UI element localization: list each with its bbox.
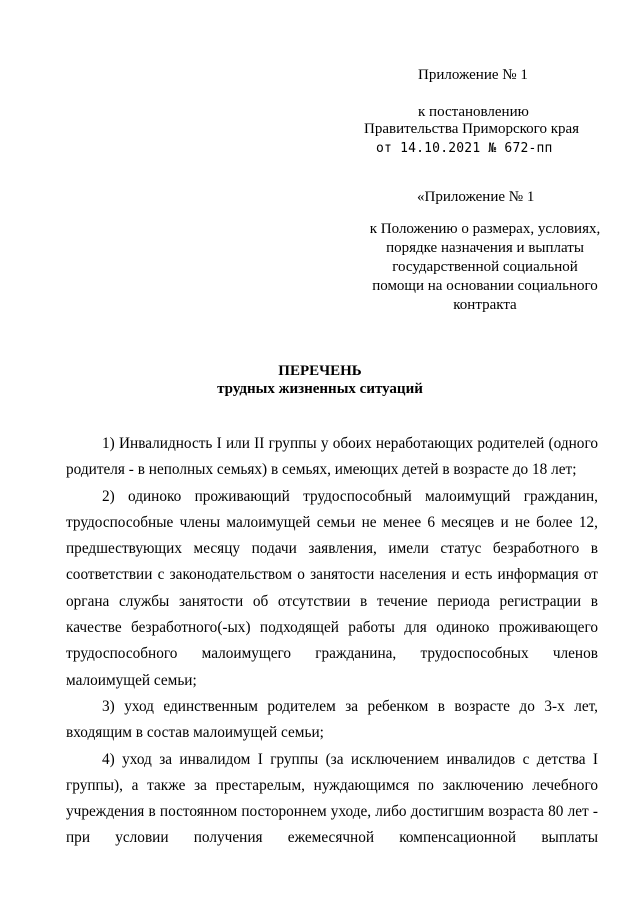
document-subtitle: трудных жизненных ситуаций: [217, 381, 423, 397]
list-item: 2) одиноко проживающий трудоспособный малоимущий гражданин, трудоспособные члены малоимущей семьи не менее 6 месяцев и не более 12, предшествующих месяцу подачи заявления, имели статус безработного в соответствии с законодательством о занятости населения и есть информация от органа службы занятости об отсутствии в течение периода регистрации в качестве безработного(-ых) подходящей работы для одиноко проживающего трудоспособного малоимущего гражданина, трудоспособных членов малоимущей семьи;: [66, 487, 598, 689]
appendix-label: Приложение № 1: [418, 67, 528, 83]
list-item: 1) Инвалидность I или II группы у обоих неработающих родителей (одного родителя - в неполных семьях) в семьях, имеющих детей в возрасте до 18 лет;: [66, 435, 598, 479]
inner-appendix-label: «Приложение № 1: [417, 189, 535, 205]
inner-appendix-line: помощи на основании социального: [372, 278, 598, 294]
list-item: 3) уход единственным родителем за ребенком в возрасте до 3-х лет, входящим в состав малоимущей семьи;: [66, 697, 598, 742]
inner-appendix-line: к Положению о размерах, условиях,: [369, 221, 601, 237]
inner-appendix-line: государственной социальной: [392, 259, 578, 275]
inner-appendix-line: контракта: [453, 297, 517, 313]
decree-date-number: от 14.10.2021 № 672-пп: [376, 141, 553, 156]
inner-appendix-line: порядке назначения и выплаты: [386, 240, 584, 256]
document-title: ПЕРЕЧЕНЬ: [278, 363, 362, 379]
government-line: Правительства Приморского края: [364, 121, 580, 137]
inner-appendix-text: [330, 220, 640, 315]
list-item: 4) уход за инвалидом I группы (за исключением инвалидов с детства I группы), а также за престарелым, нуждающимся по заключению лечебного учреждения в постоянном постороннем уходе, либо достигшим возраста 80 лет - при условии получения ежемесячной компенсационной выплаты: [66, 750, 598, 847]
to-decree-line: к постановлению: [418, 104, 529, 120]
situations-list: [66, 431, 598, 852]
